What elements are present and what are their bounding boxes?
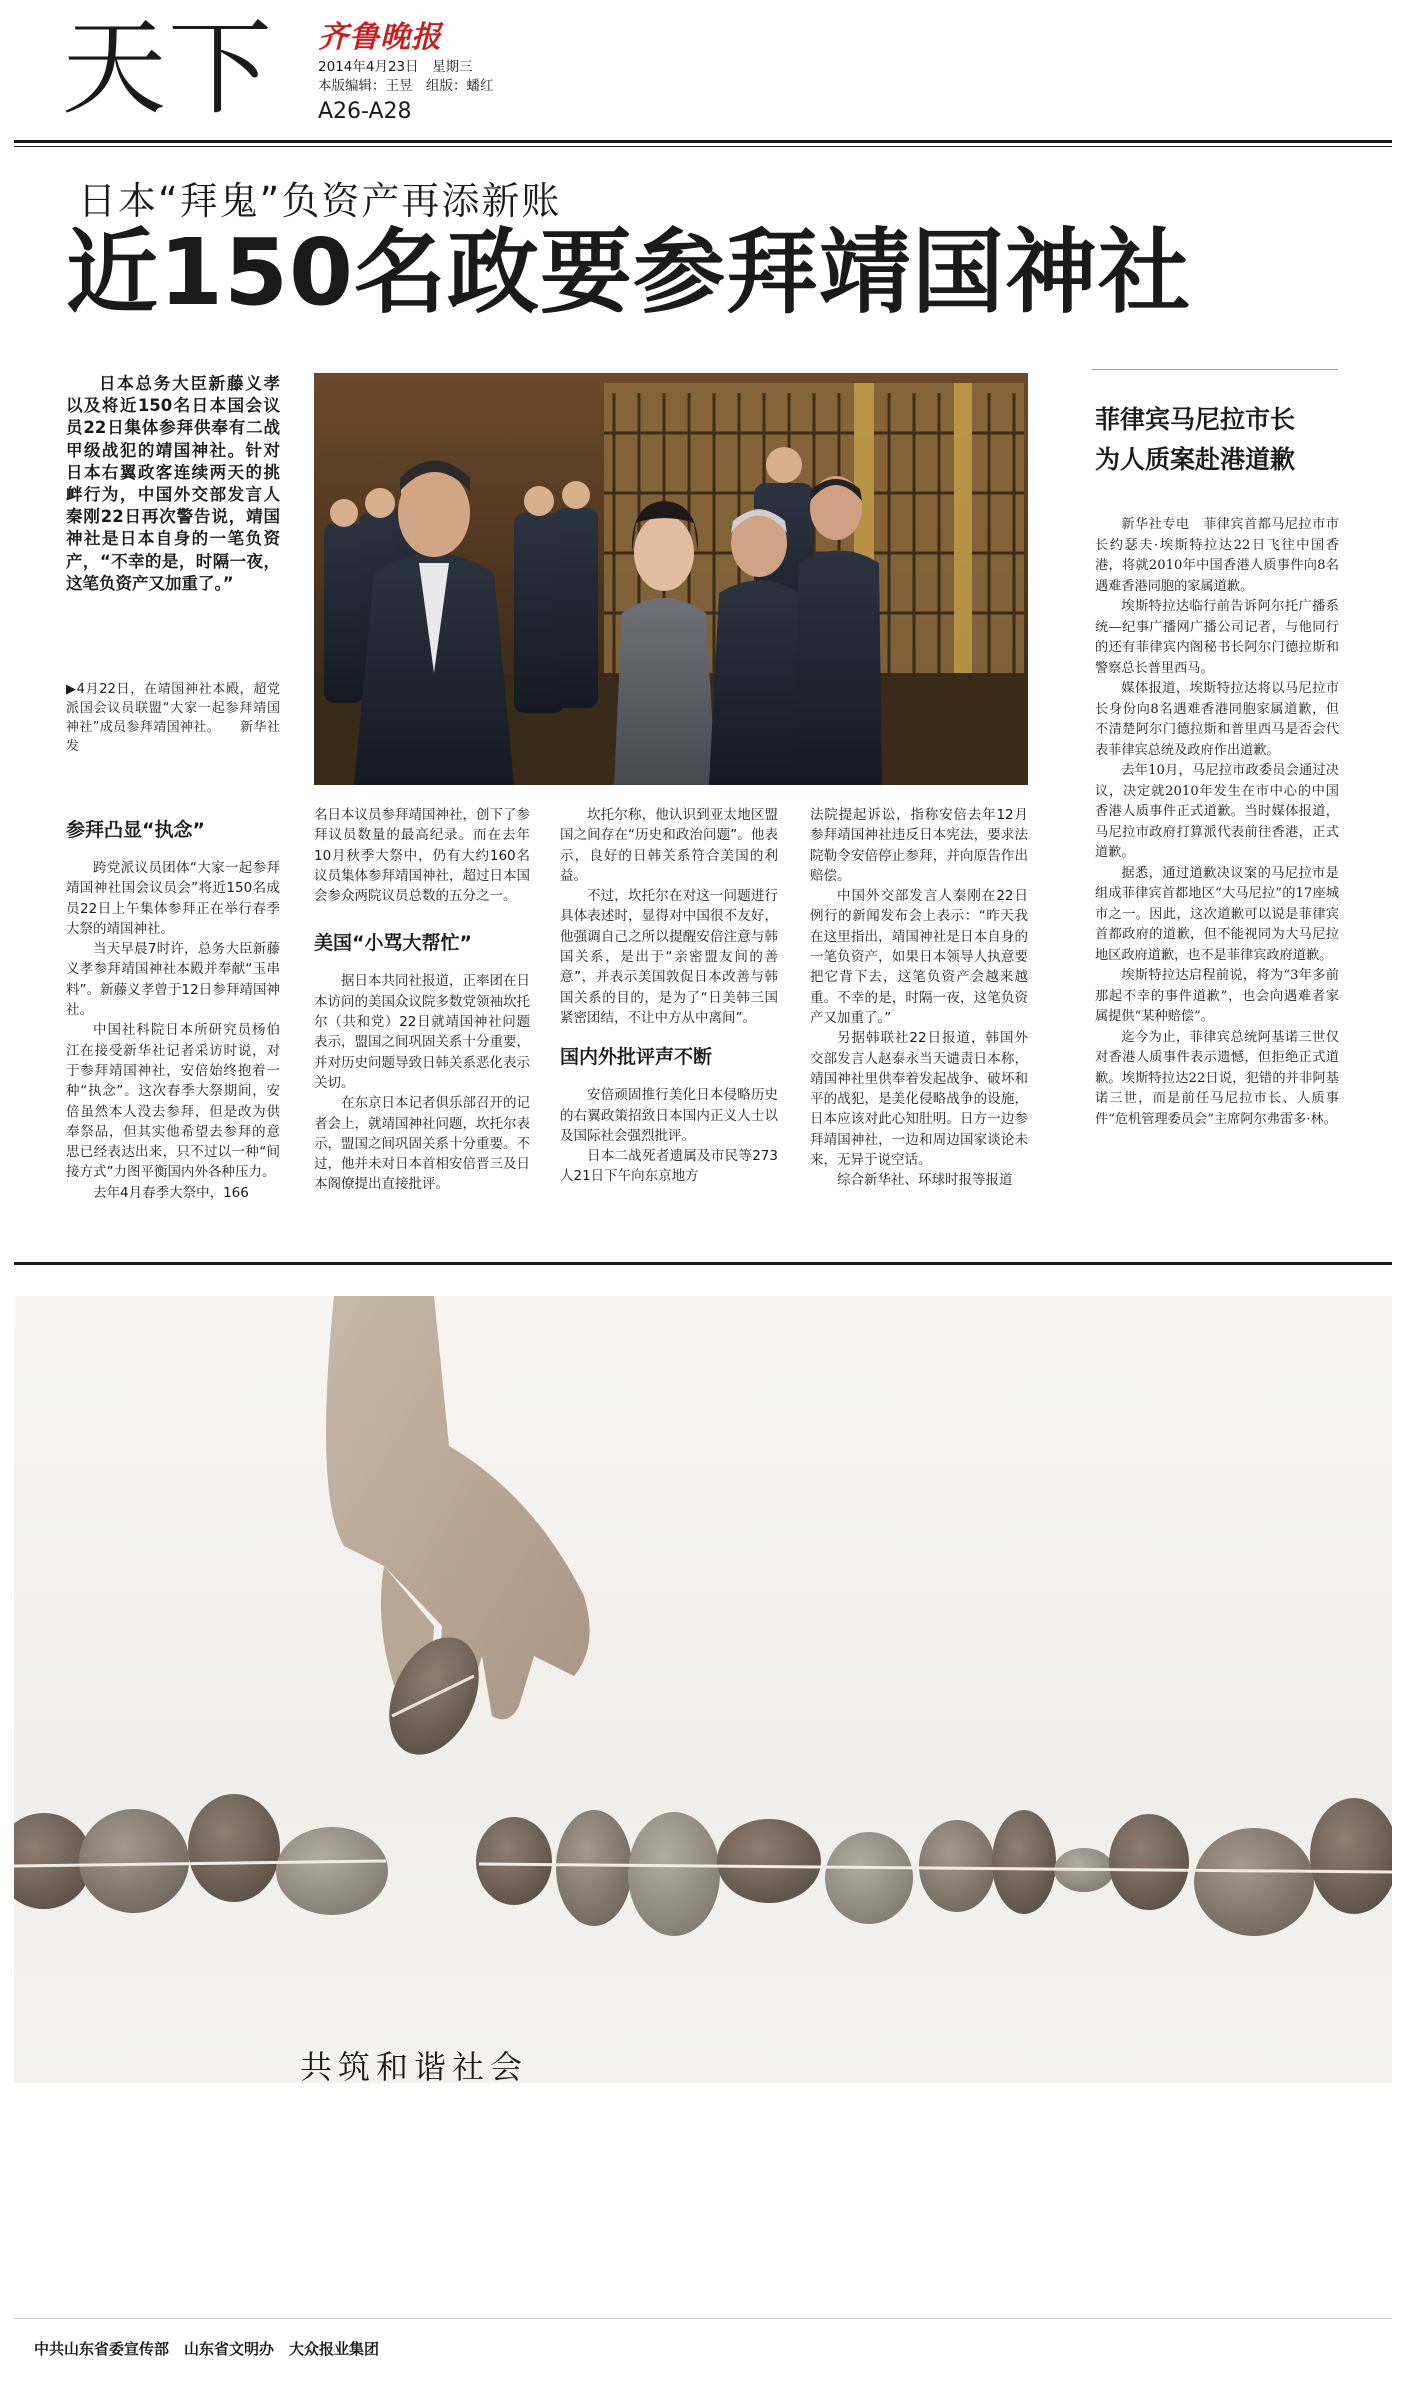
section-1-body	[66, 858, 280, 1183]
sidebar-body	[1095, 515, 1339, 1130]
sidebar-headline	[1095, 400, 1335, 480]
paragraph: 坎托尔称，他认识到亚太地区盟国之间存在“历史和政治问题”。他表示，良好的日韩关系符合美国的利益。	[560, 807, 778, 884]
paragraph-split-start: 日本二战死者遗属及市民等273人21日下午向东京地方	[560, 1148, 778, 1185]
sidebar-paragraph: 新华社专电 菲律宾首都马尼拉市市长约瑟夫·埃斯特拉达22日飞往中国香港，将就2010年中国香港人质事件向8名遇难香港同胞的家属道歉。	[1095, 517, 1339, 594]
headline: 近150名政要参拜靖国神社	[66, 219, 1192, 326]
paragraph: 另据韩联社22日报道，韩国外交部发言人赵泰永当天谴责日本称，靖国神社里供奉着发起战争、破坏和平的战犯，是美化侵略战争的设施，日本应该对此心知肚明。日方一边参拜靖国神社，一边和周边国家谈论未来，无异于说空话。	[810, 1030, 1028, 1169]
sidebar-title-line-2: 为人质案赴港道歉	[1095, 445, 1296, 474]
public-service-ad	[14, 1296, 1392, 2083]
section-1-body-continued	[66, 1183, 280, 1203]
section-1-subhead: 参拜凸显“执念”	[66, 819, 205, 841]
date-line: 2014年4月23日 星期三	[318, 59, 473, 75]
editor-line: 本版编辑：王昱 组版：蟠红	[318, 78, 494, 94]
sidebar-paragraph: 据悉，通过道歉决议案的马尼拉市是组成菲律宾首都地区“大马尼拉”的17座城市之一。因此，这次道歉可以说是菲律宾首都政府的道歉，但不能视同为大马尼拉地区政府道歉，也不是菲律宾政府道歉。	[1095, 865, 1339, 963]
sidebar-paragraph: 埃斯特拉达启程前说，将为“3年多前那起不幸的事件道歉”，也会向遇难者家属提供“某种赔偿”。	[1095, 968, 1339, 1024]
ad-slogan: 共筑和谐社会	[300, 2048, 529, 2086]
paragraph: 中国社科院日本所研究员杨伯江在接受新华社记者采访时说，对于参拜靖国神社，安倍始终抱着一种“执念”。这次春季大祭期间，安倍虽然本人没去参拜，但是改为供奉祭品，但其实他希望去参拜的意思已经表达出来，只不过以一种“间接方式”力图平衡国内外各种压力。	[66, 1022, 280, 1181]
section-title: 天下	[62, 7, 275, 129]
article-column-3	[560, 805, 778, 1186]
stone-row-left	[14, 1794, 388, 1915]
paragraph-split-start: 去年4月春季大祭中，166	[93, 1184, 249, 1201]
ad-illustration	[14, 1296, 1392, 2083]
article-column-1	[66, 815, 280, 1203]
article-bottom-rule	[14, 1262, 1392, 1265]
section-1-continuation	[314, 805, 530, 906]
section-2-subhead: 美国“小骂大帮忙”	[314, 932, 472, 955]
news-photo	[314, 373, 1028, 785]
kicker: 日本“拜鬼”负资产再添新账	[78, 179, 562, 223]
lede	[66, 373, 280, 595]
section-2-body-continued	[560, 805, 778, 1028]
section-3-subhead: 国内外批评声不断	[560, 1046, 713, 1069]
sidebar-title-line-1: 菲律宾马尼拉市长	[1095, 405, 1296, 434]
paragraph: 在东京日本记者俱乐部召开的记者会上，就靖国神社问题，坎托尔表示，盟国之间巩固关系十分重要。不过，他并未对日本首相安倍晋三及日本阁僚提出直接批评。	[314, 1095, 530, 1193]
sidebar-paragraph: 埃斯特拉达临行前告诉阿尔托广播系统—纪事广播网广播公司记者，与他同行的还有菲律宾内阁秘书长阿尔门德拉斯和警察总长普里西马。	[1095, 599, 1339, 676]
paragraph: 法院提起诉讼，指称安倍去年12月参拜靖国神社违反日本宪法，要求法院勒令安倍停止参拜，并向原告作出赔偿。	[810, 807, 1028, 884]
paragraph: 据日本共同社报道，正率团在日本访问的美国众议院多数党领袖坎托尔（共和党）22日就靖国神社问题表示，盟国之间巩固关系十分重要，并对历史问题导致日韩关系恶化表示关切。	[314, 973, 530, 1091]
lede-text: 日本总务大臣新藤义孝以及将近150名日本国会议员22日集体参拜供奉有二战甲级战犯的靖国神社。针对日本右翼政客连续两天的挑衅行为，中国外交部发言人秦刚22日再次警告说，靖国神社是日本自身的一笔负资产，“不幸的是，时隔一夜，这笔负资产又加重了。”	[66, 374, 280, 593]
paragraph: 名日本议员参拜靖国神社，创下了参拜议员数量的最高纪录。而在去年10月秋季大祭中，仍有大约160名议员集体参拜靖国神社，超过日本国会参众两院议员总数的五分之一。	[314, 807, 530, 905]
page-range: A26-A28	[318, 99, 412, 124]
news-photo-illustration	[314, 373, 1028, 785]
section-3-body	[560, 1085, 778, 1186]
section-3-body-continued	[810, 805, 1028, 1191]
sidebar-paragraph: 迄今为止，菲律宾总统阿基诺三世仅对香港人质事件表示遗憾，但拒绝正式道歉。埃斯特拉达22日说，犯错的并非阿基诺三世，而是前任马尼拉市长、人质事件“危机管理委员会”主席阿尔弗雷多·林。	[1095, 1029, 1339, 1127]
sidebar-paragraph: 媒体报道，埃斯特拉达将以马尼拉市长身份向8名遇难香港同胞家属道歉，但不清楚阿尔门德拉斯和普里西马是否会代表菲律宾总统及政府作出道歉。	[1095, 681, 1339, 758]
article-column-2	[314, 805, 530, 1195]
stone-row-right	[476, 1798, 1392, 1936]
masthead-rule-thin	[14, 146, 1392, 147]
sidebar-top-rule	[1092, 369, 1338, 370]
section-2-body	[314, 971, 530, 1194]
newspaper-logo: 齐鲁晚报	[318, 20, 442, 55]
paragraph: 跨党派议员团体“大家一起参拜靖国神社国会议员会”将近150名成员22日上午集体参拜正在举行春季大祭的靖国神社。	[66, 860, 280, 937]
paragraph: 安倍顽固推行美化日本侵略历史的右翼政策招致日本国内正义人士以及国际社会强烈批评。	[560, 1087, 778, 1144]
paragraph: 当天早晨7时许，总务大臣新藤义孝参拜靖国神社本殿并奉献“玉串料”。新藤义孝曾于12日参拜靖国神社。	[66, 941, 280, 1019]
photo-caption	[66, 680, 280, 756]
paragraph: 不过，坎托尔在对这一问题进行具体表述时，显得对中国很不友好，他强调自己之所以提醒安倍注意与韩国关系，是出于“亲密盟友间的善意”，并表示美国敦促日本改善与韩国关系的目的，是为了“日美韩三国紧密团结，不让中方从中离间”。	[560, 888, 778, 1026]
footer-rule	[14, 2318, 1392, 2319]
article-column-4	[810, 805, 1028, 1191]
ad-sponsors: 中共山东省委宣传部 山东省文明办 大众报业集团	[34, 2340, 380, 2358]
masthead-rule	[14, 140, 1392, 143]
sidebar-paragraph: 去年10月，马尼拉市政委员会通过决议，决定就2010年发生在市中心的中国香港人质事件正式道歉。当时媒体报道，马尼拉市政府打算派代表前往香港，正式道歉。	[1095, 763, 1339, 860]
photo-caption-text: ▶4月22日，在靖国神社本殿，超党派国会议员联盟“大家一起参拜靖国神社”成员参拜靖国神社。 新华社发	[66, 682, 280, 754]
source-line: 综合新华社、环球时报等报道	[837, 1172, 1013, 1189]
paragraph: 中国外交部发言人秦刚在22日例行的新闻发布会上表示：“昨天我在这里指出，靖国神社是日本自身的一笔负资产，如果日本领导人执意要把它背下去，这笔负资产会越来越重。不幸的是，时隔一夜，这笔负资产又加重了。”	[810, 888, 1028, 1026]
